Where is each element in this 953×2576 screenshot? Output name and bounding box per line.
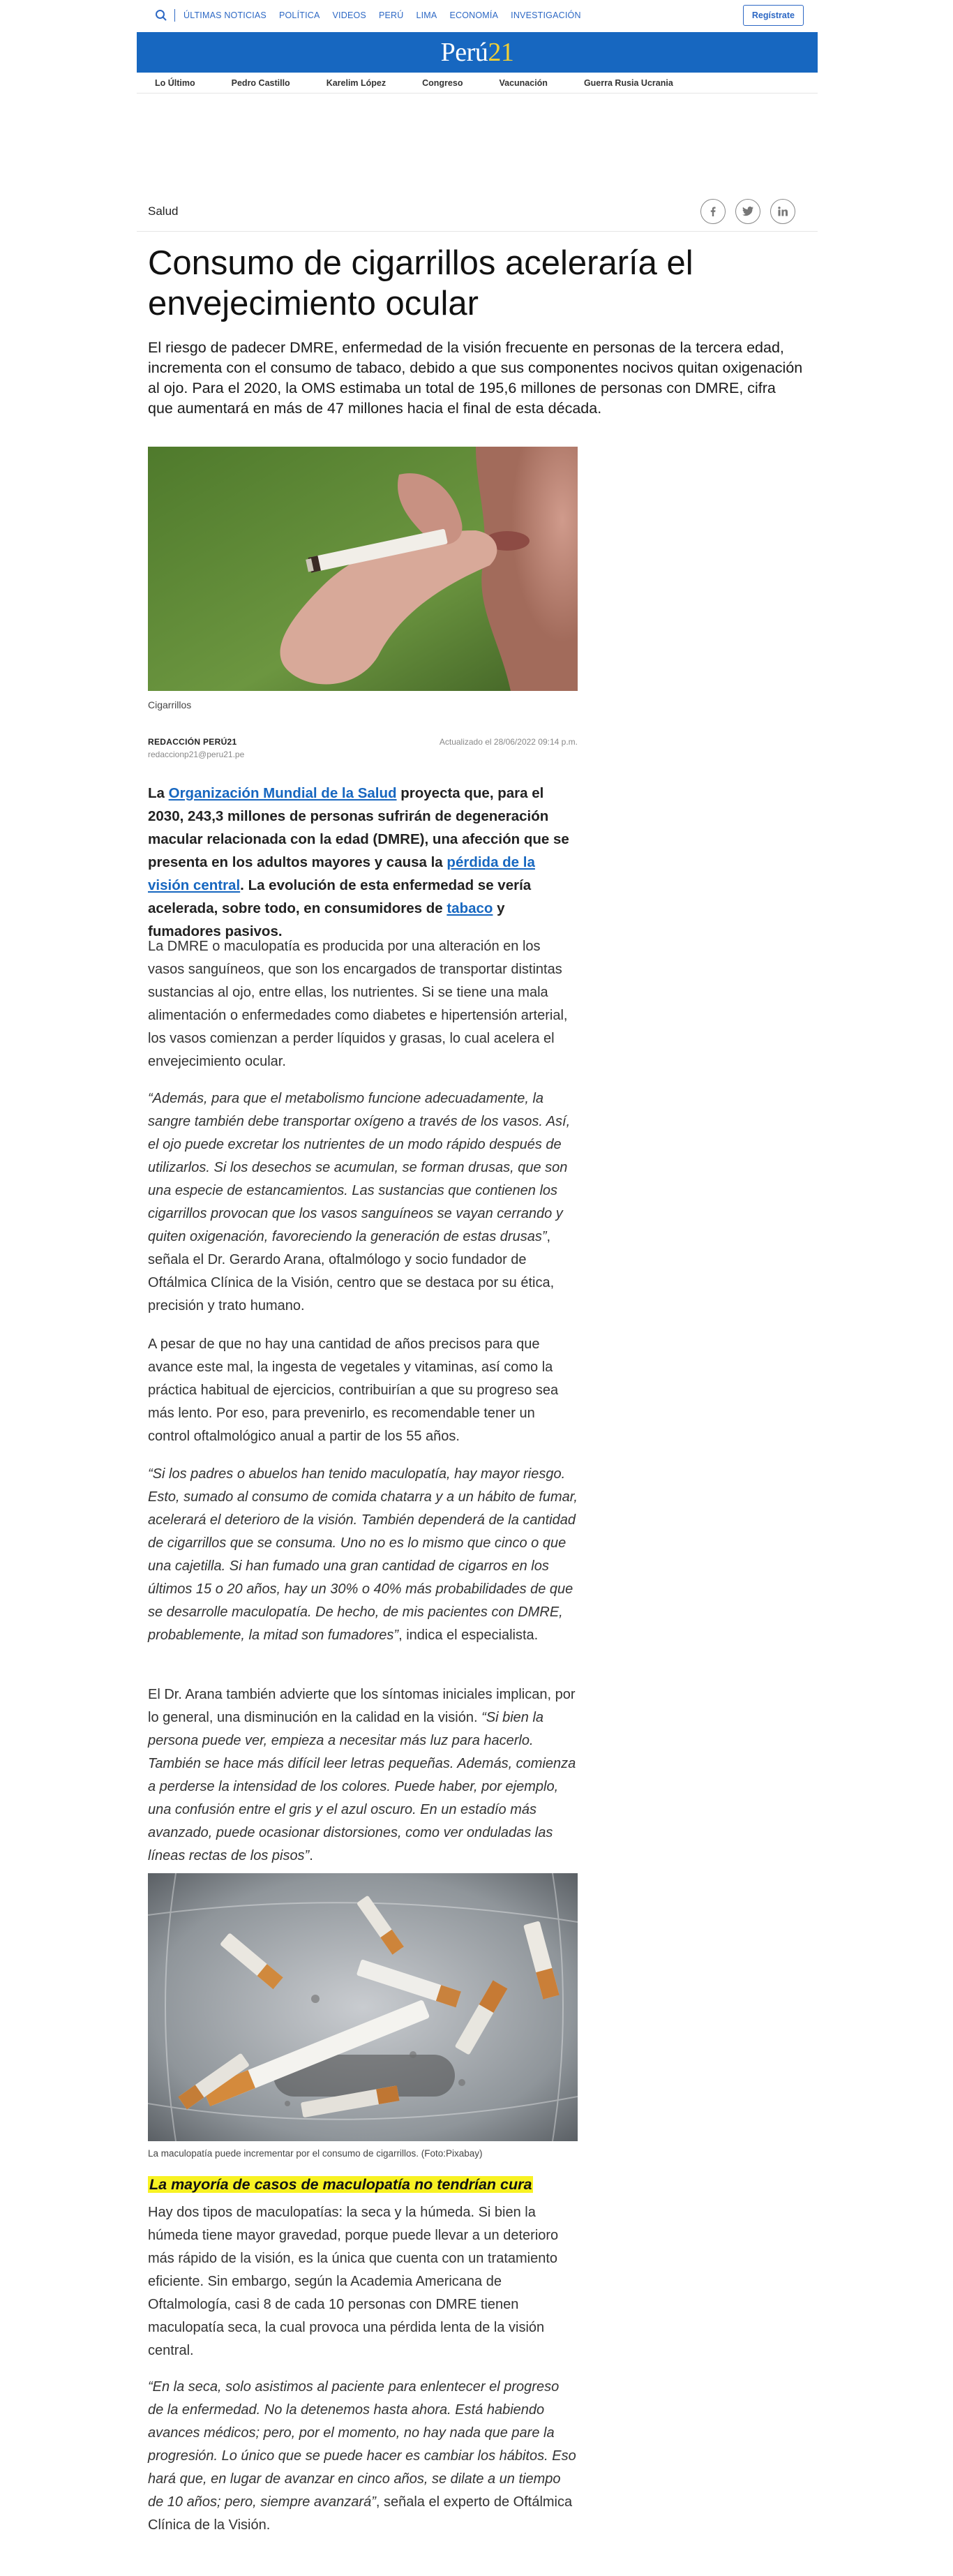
lead-text: La xyxy=(148,785,169,801)
facebook-icon[interactable] xyxy=(700,199,726,224)
divider xyxy=(174,9,175,22)
subheading-text: La mayoría de casos de maculopatía no tendrían cura xyxy=(149,2176,532,2193)
register-button[interactable]: Regístrate xyxy=(743,5,804,26)
paragraph: Hay dos tipos de maculopatías: la seca y la húmeda. Si bien la húmeda tiene mayor gravedad, porque puede llevar a un deterioro más rápido de la visión, es la única que cuenta con un tratamiento eficiente. Sin embargo, según la Academia Americana de Oftalmología, casi 8 de cada 10 personas con DMRE tienen maculopatía seca, la cual provoca una pérdida lenta de la visión central. xyxy=(148,2205,559,2358)
topnav-videos[interactable]: VIDEOS xyxy=(332,10,366,20)
top-bar xyxy=(137,0,818,31)
quote-text: “Si los padres o abuelos han tenido maculopatía, hay mayor riesgo. Esto, sumado al consumo de comida chatarra y a un hábito de fumar, acelerará el deterioro de la visión. También dependerá de la cantidad de cigarrillos que se consuma. Uno no es lo mismo que cinco o que una cajetilla. Si han fumado una gran cantidad de cigarros en los últimos 15 o 20 años, hay un 30% o 40% más probabilidades de que se desarrolle maculopatía. De hecho, de mis pacientes con DMRE, probablemente, la mitad son fumadores” xyxy=(148,1466,578,1643)
paragraph-quote xyxy=(148,2376,578,2537)
paragraph-text: , señala el Dr. Gerardo Arana, oftalmólogo y socio fundador de Oftálmica Clínica de la Visión, centro que se destaca por su ética, precisión y trato humano. xyxy=(148,1229,555,1313)
byline xyxy=(148,737,578,759)
link-oms[interactable]: Organización Mundial de la Salud xyxy=(168,785,397,801)
article-dek: El riesgo de padecer DMRE, enfermedad de la visión frecuente en personas de la tercera edad, incrementa con el consumo de tabaco, debido a que sus componentes nocivos quitan oxigenación al ojo. Para el 2020, la OMS estimaba un total de 195,6 millones de personas con DMRE, cifra que aumentará en más de 47 millones hacia el final de esta década. xyxy=(148,339,803,417)
article-title: Consumo de cigarrillos aceleraría el envejecimiento ocular xyxy=(148,244,693,322)
section-row xyxy=(137,191,818,232)
share-buttons xyxy=(700,199,795,224)
twitter-icon[interactable] xyxy=(735,199,760,224)
top-nav xyxy=(183,10,581,20)
secnav-guerra-rusia-ucrania[interactable]: Guerra Rusia Ucrania xyxy=(583,77,673,88)
logo-number: 21 xyxy=(488,38,514,67)
paragraph-text: , indica el especialista. xyxy=(398,1628,539,1643)
secnav-pedro-castillo[interactable]: Pedro Castillo xyxy=(231,77,290,88)
article-lead xyxy=(148,782,578,943)
search-icon[interactable] xyxy=(153,8,169,23)
link-perdida-vision[interactable]: pérdida de la visión central xyxy=(148,854,535,893)
author-name[interactable]: REDACCIÓN PERÚ21 xyxy=(148,737,237,747)
topnav-politica[interactable]: POLÍTICA xyxy=(278,10,320,20)
topnav-economia[interactable]: ECONOMÍA xyxy=(449,10,499,20)
secnav-congreso[interactable]: Congreso xyxy=(422,77,463,88)
paragraph-text: , señala el experto de Oftálmica Clínica de la Visión. xyxy=(148,2494,573,2533)
image-caption: La maculopatía puede incrementar por el consumo de cigarrillos. (Foto:Pixabay) xyxy=(148,2148,483,2159)
topnav-lima[interactable]: LIMA xyxy=(416,10,437,20)
secnav-karelim-lopez[interactable]: Karelim López xyxy=(326,77,387,88)
paragraph-text: El Dr. Arana también advierte que los síntomas iniciales implican, por lo general, una disminución en la calidad en la visión. xyxy=(148,1687,576,1725)
updated-timestamp: Actualizado el 28/06/2022 09:14 p.m. xyxy=(439,737,578,747)
site-logo[interactable] xyxy=(441,37,514,68)
section-nav xyxy=(137,73,818,94)
quote-text: “Si bien la persona puede ver, empieza a necesitar más luz para hacerlo. También se hace más difícil leer letras pequeñas. Además, comienza a perderse la intensidad de los colores. Puede haber, por ejemplo, una confusión entre el gris y el azul oscuro. En un estadío más avanzado, puede ocasionar distorsiones, como ver onduladas las líneas rectas de los pisos” xyxy=(148,1710,576,1863)
paragraph-quote xyxy=(148,1683,578,1868)
paragraph: A pesar de que no hay una cantidad de años precisos para que avance este mal, la ingesta de vegetales y vitaminas, así como la práctica habitual de ejercicios, contribuirían a que su progreso sea más lento. Por eso, para prevenirlo, es recomendable tener un control oftalmológico anual a partir de los 55 años. xyxy=(148,1337,559,1444)
paragraph-quote xyxy=(148,1087,578,1318)
article-image-ashtray xyxy=(148,1873,578,2141)
logo-name: Perú xyxy=(440,38,488,67)
link-tabaco[interactable]: tabaco xyxy=(447,900,493,916)
section-label[interactable]: Salud xyxy=(148,204,179,218)
brand-bar xyxy=(137,32,818,73)
paragraph-quote xyxy=(148,1463,578,1647)
topnav-peru[interactable]: PERÚ xyxy=(378,10,404,20)
article-subheading xyxy=(148,2176,578,2194)
linkedin-icon[interactable] xyxy=(770,199,795,224)
paragraph: La DMRE o maculopatía es producida por una alteración en los vasos sanguíneos, que son los encargados de transportar distintas sustancias al ojo, entre ellas, los nutrientes. Si se tiene una mala alimentación o enfermedades como diabetes e hipertensión arterial, los vasos comienzan a perder líquidos y grasas, lo cual acelera el envejecimiento ocular. xyxy=(148,939,568,1069)
article-image-cigarette xyxy=(148,447,578,691)
paragraph-text: . xyxy=(309,1848,313,1863)
topnav-ultimas-noticias[interactable]: ÚLTIMAS NOTICIAS xyxy=(183,10,267,20)
secnav-vacunacion[interactable]: Vacunación xyxy=(499,77,548,88)
author-block xyxy=(148,737,244,759)
quote-text: “Además, para que el metabolismo funcione adecuadamente, la sangre también debe transportar oxígeno a través de los vasos. Así, el ojo puede excretar los nutrientes de un modo rápido después de utilizarlos. Si los desechos se acumulan, se forman drusas, que son una especie de estancamientos. Las sustancias que contienen los cigarrillos provocan que los vasos sanguíneos se vayan cerrando y quiten oxigenación, favoreciendo la generación de estas drusas” xyxy=(148,1091,571,1244)
author-email: redaccionp21@peru21.pe xyxy=(148,750,245,759)
lead-text: . La evolución de esta enfermedad se vería acelerada, sobre todo, en consumidores de xyxy=(148,877,532,916)
image-caption: Cigarrillos xyxy=(148,699,192,710)
quote-text: “En la seca, solo asistimos al paciente para enlentecer el progreso de la enfermedad. No la detenemos hasta ahora. Está habiendo avances médicos; pero, por el momento, no hay nada que pare la progresión. Lo único que se puede hacer es cambiar los hábitos. Eso hará que, en lugar de avanzar en cinco años, se dilate a un tiempo de 10 años; pero, siempre avanzará” xyxy=(148,2379,576,2510)
lead-text: y fumadores pasivos. xyxy=(148,900,505,939)
topnav-investigacion[interactable]: INVESTIGACIÓN xyxy=(511,10,581,20)
secnav-lo-ultimo[interactable]: Lo Último xyxy=(155,77,195,88)
lead-text: proyecta que, para el 2030, 243,3 millones de personas sufrirán de degeneración macular relacionada con la edad (DMRE), una afección que se presenta en los adultos mayores y causa la xyxy=(148,785,569,870)
